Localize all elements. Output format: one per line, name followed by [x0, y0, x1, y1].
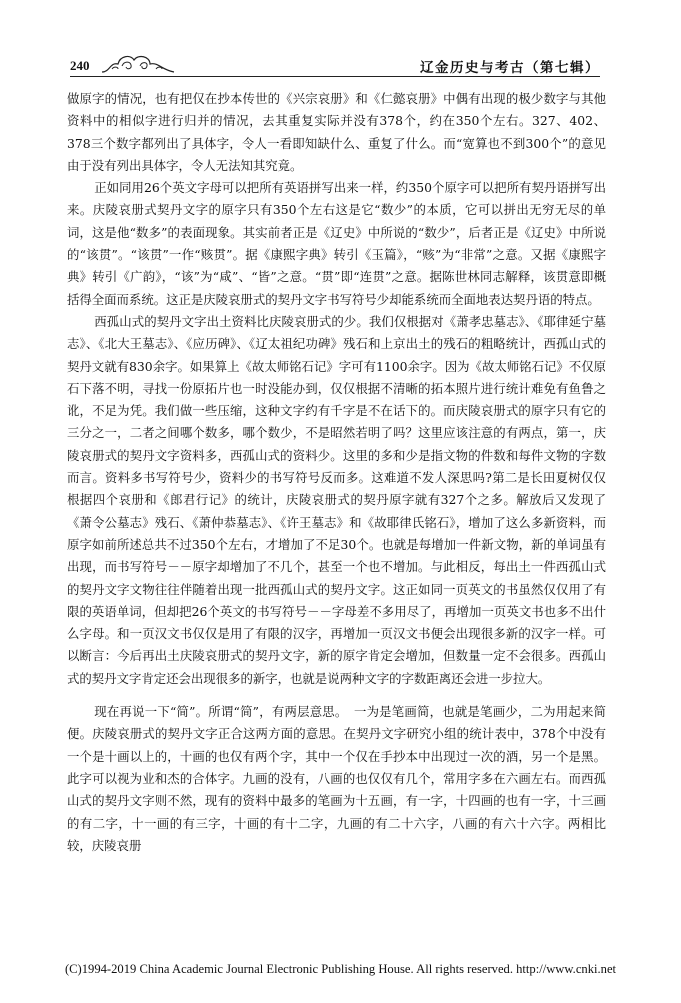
running-header — [70, 52, 600, 76]
page-number: 240 — [70, 58, 90, 73]
cloud-ornament-icon — [100, 52, 176, 76]
paragraph: 现在再说一下“简”。所谓“简”，有两层意思。 一为是笔画简，也就是笔画少，二为用起来简便。庆陵哀册式的契丹文字正合这两方面的意思。在契丹文字研究小组的统计表中，378个中没有一个是十画以上的，十画的也仅有两个字，其中一个仅在手抄本中出现过一次的酒，另一个是黑。此字可以视为业和杰的合体字。九画的没有，八画的也仅仅有几个，常用字多在六画左右。而西孤山式的契丹文字则不然，现有的资料中最多的笔画为十五画，有一字，十四画的也有一字，十三画的有二字，十一画的有三字，十画的有十二字，九画的有二十六字，八画的有六十六字。两相比较，庆陵哀册 — [67, 704, 606, 853]
copyright-footer: (C)1994-2019 China Academic Journal Electronic Publishing House. All rights reserved. http://www.cnki.net — [64, 962, 617, 976]
paragraph-continued: 做原字的情况，也有把仅在抄本传世的《兴宗哀册》和《仁懿哀册》中偶有出现的极少数字与其他资料中的相似字进行归并的情况，去其重复实际并没有378个，约在350个左右。327、402、378三个数字都列出了具体字，令人一看即知缺什么、重复了什么。而“宽算也不到300个”的意见由于没有列出具体字，令人无法知其究竟。 — [67, 91, 606, 173]
body-text — [67, 88, 606, 857]
paragraph: 西孤山式的契丹文字出土资料比庆陵哀册式的少。我们仅根据对《萧孝忠墓志》、《耶律延宁墓志》、《北大王墓志》、《应历碑》、《辽太祖纪功碑》残石和上京出土的残石的粗略统计，西孤山式的契丹文就有830余字。如果算上《故太师铭石记》字可有1100余字。因为《故太师铭石记》不仅原石下落不明，寻找一份原拓片也一时没能办到，仅仅根据不清晰的拓本照片进行统计难免有鱼鲁之讹，不足为凭。我们做一些压缩，这种文字约有千字是不在话下的。而庆陵哀册式的原字只有它的三分之一，二者之间哪个数多，哪个数少，不是昭然若明了吗？这里应该注意的有两点，第一，庆陵哀册式的契丹文字资料多，西孤山式的资料少。这里的多和少是指文物的件数和每件文物的字数而言。资料多书写符号少，资料少的书写符号反而多。这难道不发人深思吗?第二是长田夏树仅仅根据四个哀册和《郎君行记》的统计，庆陵哀册式的契丹原字就有327个之多。解放后又发现了《萧令公墓志》残石、《萧仲恭墓志》、《许王墓志》和《故耶律氏铭石》，增加了这么多新资料，而原字如前所述总共不过350个左右，才增加了不足30个。也就是每增加一件新文物，新的单词虽有出现，而书写符号－－原字却增加了不几个，甚至一个也不增加。与此相反，每出土一件西孤山式的契丹文字文物往往伴随着出现一批西孤山式的契丹文字。这正如同一页英文的书虽然仅仅用了有限的英语单词，但却把26个英文的书写符号－－字母差不多用尽了，再增加一页英文书也多不出什么字母。和一页汉文书仅仅是用了有限的汉字，再增加一页汉文书便会出现很多新的汉字一样。可以断言：今后再出土庆陵哀册式的契丹文字，新的原字肯定会增加，但数量一定不会很多。西孤山式的契丹文字肯定还会出现很多的新字，也就是说两种文字的字数距离还会进一步拉大。 — [67, 313, 606, 686]
header-rule — [70, 76, 600, 77]
journal-title: 辽金历史与考古（第七辑） — [420, 60, 600, 76]
paragraph: 正如同用26个英文字母可以把所有英语拼写出来一样，约350个原字可以把所有契丹语拼写出来。庆陵哀册式契丹文字的原字只有350个左右这是它“数少”的本质，它可以拼出无穷无尽的单词，这是他“数多”的表面现象。其实前者正是《辽史》中所说的“数少”，后者正是《辽史》中所说的“该贯”。“该贯”一作“赅贯”。据《康熙字典》转引《玉篇》，“赅”为“非常”之意。又据《康熙字典》转引《广韵》，“该”为“咸”、“皆”之意。“贯”即“连贯”之意。据陈世林同志解释，该贯意即概括得全面而系统。这正是庆陵哀册式的契丹文字书写符号少却能系统而全面地表达契丹语的特点。 — [67, 180, 606, 307]
